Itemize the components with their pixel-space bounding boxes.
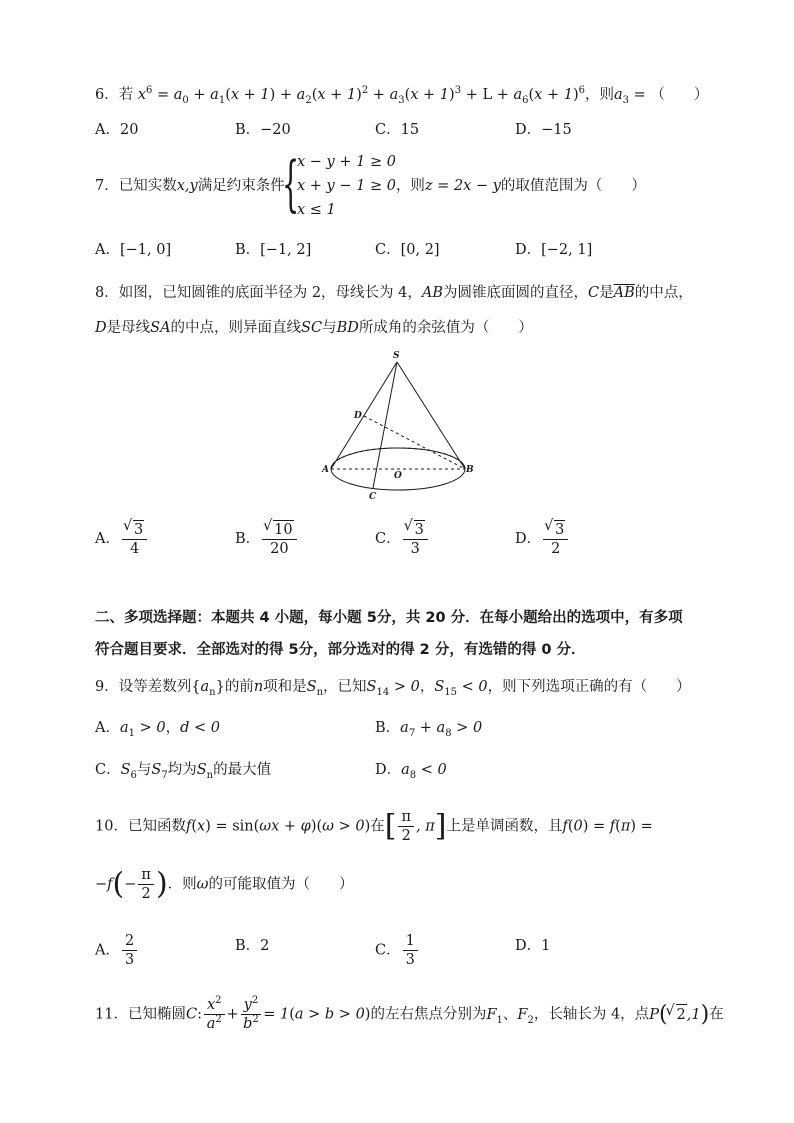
q8-option-d-letter: D．	[515, 531, 542, 547]
q8-option-d-num: √ 3	[554, 520, 565, 539]
q9-s15: $S_{15} < 0$	[434, 679, 488, 698]
q7-option-d: D．[−2, 1]	[515, 242, 593, 258]
q8-option-c-num: √ 3	[414, 520, 425, 539]
q8-option-d-den: 2	[551, 541, 561, 557]
q8-option-b	[235, 520, 299, 558]
cone-figure	[318, 345, 488, 505]
question-10-line-1: 10．已知函数f(x) = sin(ωx + φ)(ω > 0)在[ $\frac{\pi}{2}$ , π]上是单调函数，且f(0) = f(π) =	[95, 808, 653, 844]
question-8-line-1	[95, 283, 693, 303]
q6-option-d: D．−15	[515, 122, 572, 138]
q7-constraint-2: x + y − 1 ≥ 0	[297, 178, 396, 194]
q6-option-a: A．20	[95, 122, 139, 138]
q8-option-a-frac	[122, 520, 147, 558]
q9-option-c-letter: C．	[95, 762, 121, 778]
q10-function: f(x) = sin(ωx + φ)(ω > 0)	[185, 818, 371, 835]
q7-option-a: A．[−1, 0]	[95, 242, 172, 258]
q8-option-b-frac	[262, 520, 296, 558]
q8-option-a	[95, 520, 149, 558]
q11-text-3: 在	[709, 1006, 724, 1023]
q10-option-c-letter: C．	[375, 942, 401, 959]
q9-option-d: D．$a_8 < 0$	[375, 762, 447, 781]
q8-option-b-letter: B．	[235, 531, 261, 547]
q10-option-a-letter: A．	[95, 942, 120, 959]
question-9	[95, 677, 691, 697]
q9-option-b: B．$a_7 + a_8 > 0$	[375, 720, 483, 739]
q10-option-a	[95, 932, 139, 969]
q8-option-a-num: √ 3	[133, 520, 144, 539]
q10-option-b: B．2	[235, 938, 270, 954]
cone-generatrix-sb	[397, 362, 465, 469]
q8-text-4: 的中点，	[634, 285, 693, 301]
q7-expression: z = 2x − y	[424, 178, 501, 194]
label-o: O	[394, 471, 402, 481]
q9-text-4: ，则下列选项正确的有（ ）	[487, 679, 691, 695]
q6-answer-paren: （ ）	[650, 87, 709, 103]
q6-equation: $x^6 = a_0 + a_1(x + 1) + a_2(x + 1)^2 + a_3(x + 1)^3 + L + a_6(x + 1)^6$	[137, 85, 585, 106]
q7-mid: 满足约束条件	[197, 178, 285, 194]
q7-option-b: B．[−1, 2]	[235, 242, 312, 258]
q6-option-b: B．−20	[235, 122, 291, 138]
q8-option-c-letter: C．	[375, 531, 401, 547]
q8-ab: AB	[421, 285, 444, 301]
q10-option-d: D．1	[515, 938, 551, 954]
q6-target: $a_3$ =	[614, 87, 646, 106]
q8-option-d	[515, 520, 570, 558]
q10-text-4: 的可能取值为（ ）	[208, 876, 354, 893]
q8-option-d-frac	[543, 520, 568, 558]
q8-text-6: 的中点，则异面直线	[170, 320, 302, 336]
q7-option-c: C．[0, 2]	[375, 242, 440, 258]
q11-text-2: ，长轴长为 4，点	[533, 1006, 650, 1023]
q10-label: 10．已知函数	[95, 818, 186, 835]
q9-sequence: $\{a_n\}$	[191, 679, 225, 698]
q10-option-c-den: 3	[405, 952, 415, 968]
q8-text-5: 是母线	[106, 320, 151, 336]
q8-c: C	[588, 285, 600, 301]
q9-n: n	[253, 679, 264, 695]
q11-label: 11．已知椭圆	[95, 1006, 186, 1023]
q9-s14: $S_{14} > 0$	[366, 679, 420, 698]
q9-text-3: ，已知	[323, 679, 367, 695]
q11-point: P( √ 2,1)	[649, 1007, 709, 1023]
q9-option-c: C．$S_6$与$S_7$均为$S_n$的最大值	[95, 762, 272, 781]
q10-text-2: 上是单调函数，且	[446, 818, 563, 835]
cone-segment-bd	[364, 416, 465, 469]
q8-text-3: 是	[599, 285, 614, 301]
label-c: C	[369, 492, 377, 502]
q10-option-a-num: 2	[122, 932, 137, 951]
q10-text-3: ．则	[167, 876, 197, 893]
q8-option-b-num: √ 10	[273, 520, 293, 539]
question-7	[95, 176, 285, 196]
q8-option-c	[375, 520, 430, 558]
q8-bd: BD	[336, 320, 359, 336]
q11-foci: $F_1$、$F_2$	[486, 1006, 534, 1026]
q10-interval-frac: $\frac{\pi}{2}$	[398, 808, 414, 845]
question-11: 11．已知椭圆C: $\frac{x^2}{a^2}$ + $\frac{y^2}{b^2}$ = 1(a > b > 0)的左右焦点分别为$F_1$、$F_2$，长轴长为 4，点P( √ 2,1)在	[95, 996, 724, 1033]
q9-option-c-end: 均为	[167, 762, 197, 778]
q8-option-b-den: 20	[270, 541, 289, 557]
q8-text-8: 所成角的余弦值为（ ）	[358, 320, 533, 336]
q7-post: ，则	[395, 178, 425, 194]
q6-label: 6．若	[95, 87, 134, 103]
section-2-header-line-1: 二、多项选择题：本题共 4 小题，每小题 5分，共 20 分．在每小题给出的选项中，有多项	[95, 610, 683, 626]
question-10-line-2: −f(− $\frac{\pi}{2}$ )．则ω的可能取值为（ ）	[95, 866, 354, 902]
q8-sa: SA	[150, 320, 171, 336]
q6-option-c: C．15	[375, 122, 420, 138]
q10-text-1: 在	[370, 818, 385, 835]
q7-vars: x,y	[176, 178, 198, 194]
q9-label: 9．设等差数列	[95, 679, 192, 695]
section-2-header-line-2: 符合题目要求．全部选对的得 5分，部分选对的得 2 分，有选错的得 0 分．	[95, 642, 586, 658]
question-6	[95, 85, 708, 105]
label-s: S	[393, 351, 400, 361]
q8-text-1: 8．如图，已知圆锥的底面半径为 2，母线长为 4，	[95, 285, 422, 301]
q10-neg-frac: $\frac{\pi}{2}$	[138, 866, 154, 903]
q9-option-a: A．$a_1 > 0$，d < 0	[95, 720, 220, 739]
q9-comma: ，	[419, 679, 435, 695]
q7-brace: {	[282, 149, 300, 219]
q11-ellipse: C:	[185, 1006, 202, 1023]
q10-condition: f(0) = f(π) =	[562, 818, 653, 835]
q8-option-c-frac	[403, 520, 428, 558]
q10-omega: ω	[196, 876, 209, 893]
q7-constraint-1: x − y + 1 ≥ 0	[297, 154, 396, 170]
question-8-line-2	[95, 318, 533, 338]
q9-option-a-letter: A．	[95, 720, 120, 736]
q9-option-c-tail: 的最大值	[213, 762, 272, 778]
q10-option-c	[375, 932, 420, 969]
q8-arc-ab: $\overline{AB}$	[613, 285, 635, 301]
q11-text-1: 的左右焦点分别为	[370, 1006, 487, 1023]
q10-option-c-num: 1	[403, 932, 418, 951]
q8-option-a-letter: A．	[95, 531, 120, 547]
q10-condition-2: −f	[95, 876, 113, 893]
q9-option-b-letter: B．	[375, 720, 401, 736]
label-d: D	[354, 411, 362, 421]
q9-sn: $S_n$	[306, 679, 324, 698]
q8-sc: SC	[301, 320, 323, 336]
label-b: B	[466, 465, 474, 475]
q8-option-c-den: 3	[410, 541, 420, 557]
q7-label: 7．已知实数	[95, 178, 177, 194]
label-a: A	[322, 465, 329, 475]
q8-text-7: 与	[322, 320, 337, 336]
q7-end: 的取值范围为（ ）	[500, 178, 646, 194]
q9-text-1: 的前	[224, 679, 254, 695]
q9-text-2: 项和是	[263, 679, 307, 695]
q8-option-a-den: 4	[129, 541, 140, 557]
q7-constraint-3: x ≤ 1	[297, 202, 336, 218]
q9-option-c-mid: 与	[136, 762, 152, 778]
q9-option-d-letter: D．	[375, 762, 402, 778]
q7-constraint-2-row	[297, 176, 646, 196]
q6-tail: ，则	[585, 87, 614, 103]
q8-d: D	[95, 320, 107, 336]
q8-text-2: 为圆锥底面圆的直径，	[443, 285, 589, 301]
q10-option-a-den: 3	[124, 952, 135, 968]
